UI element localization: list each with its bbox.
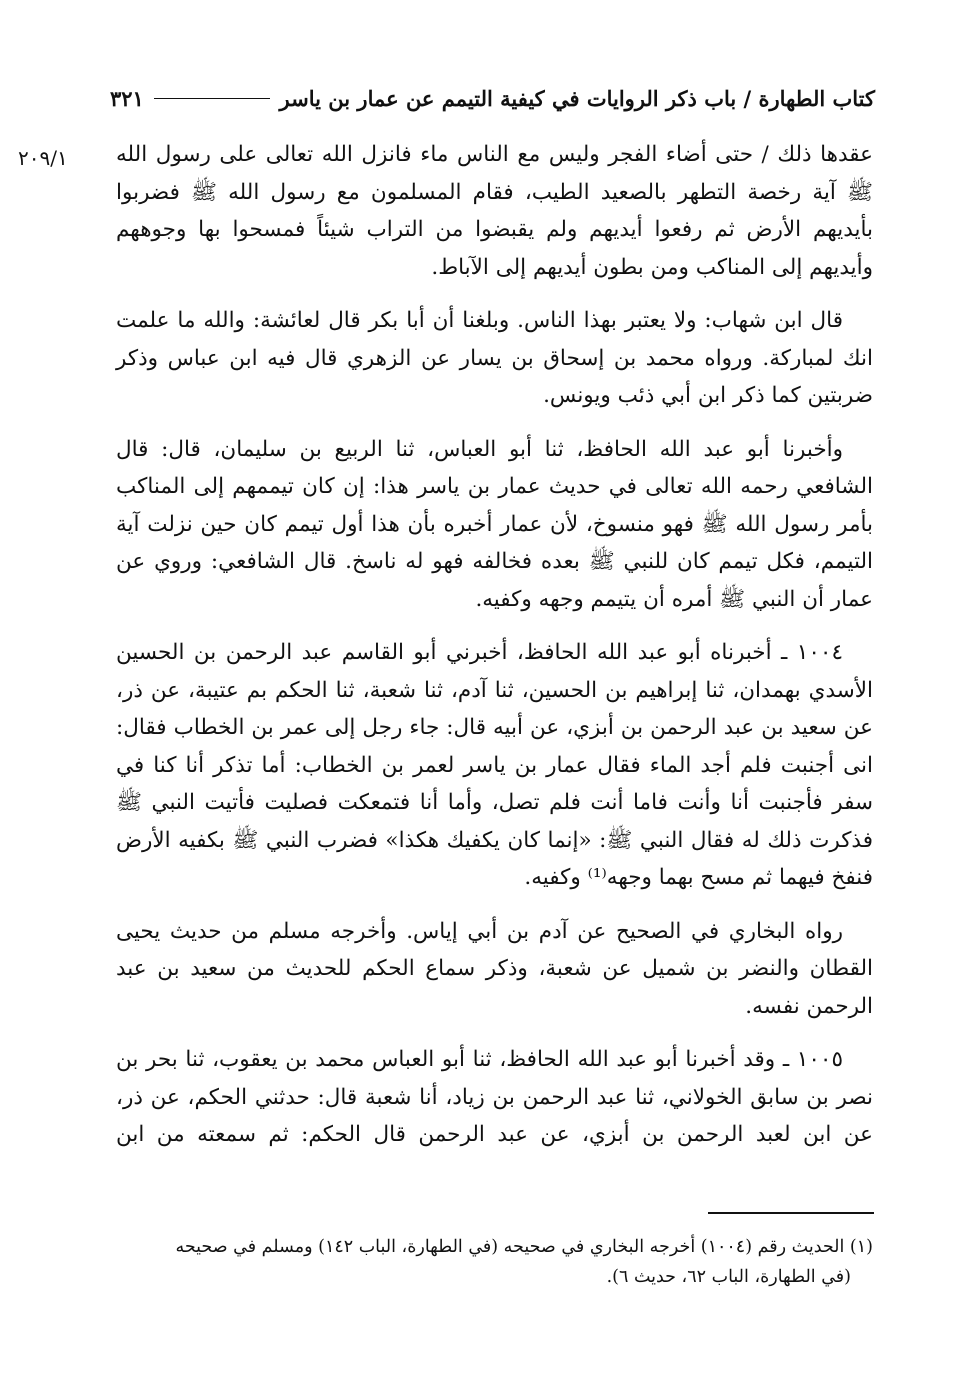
header-rule <box>154 98 270 99</box>
paragraph-2: قال ابن شهاب: ولا يعتبر بهذا الناس. وبلغنا أن أبا بكر قال لعائشة: والله ما علمت انك لمباركة. ورواه محمد بن إسحاق بن يسار عن الزهري قال فيه ابن عباس وذكر ضربتين كما ذكر ابن أبي ذئب ويونس. <box>116 308 873 408</box>
footnote-divider <box>708 1212 874 1214</box>
margin-reference: ٢٠٩/١ <box>18 146 68 170</box>
header-title: كتاب الطهارة / باب ذكر الروايات في كيفية التيمم عن عمار بن ياسر <box>279 85 875 111</box>
paragraph-5: رواه البخاري في الصحيح عن آدم بن أبي إياس. وأخرجه مسلم من حديث يحيى القطان والنضر بن شميل عن شعبة، وذكر سماع الحكم للحديث من سعيد بن عبد الرحمن نفسه. <box>116 918 873 1019</box>
main-text <box>116 136 873 1170</box>
paragraph-hadith-1005: ١٠٠٥ ـ وقد أخبرنا أبو عبد الله الحافظ، ثنا أبو العباس محمد بن يعقوب، ثنا بحر بن نصر بن سابق الخولاني، ثنا عبد الرحمن بن زياد، أنا شعبة قال: حدثني الحكم، عن ذر، عن ابن لعبد الرحمن بن أبزي، عن عبد الرحمن قال الحكم: ثم سمعته من ابن <box>116 1047 873 1147</box>
footnote-line-2: (في الطهارة، الباب ٦٢، حديث ٦). <box>606 1267 851 1287</box>
footnote-line-1: (١) الحديث رقم (١٠٠٤) أخرجه البخاري في صحيحه (في الطهارة، الباب ١٤٢) ومسلم في صحيحه <box>175 1237 873 1257</box>
paragraph-1: عقدها ذلك / حتى أضاء الفجر وليس مع الناس ماء فانزل الله تعالى على رسول الله ﷺ آية رخصة التطهر بالصعيد الطيب، فقام المسلمون مع رسول الله ﷺ فضربوا بأيديهم الأرض ثم رفعوا أيديهم ولم يقبضوا من التراب شيئاً فمسحوا بها وجوههم وأيديهم إلى المناكب ومن بطون أيديهم إلى الآباط. <box>116 142 873 280</box>
paragraph-hadith-1004: ١٠٠٤ ـ أخبرناه أبو عبد الله الحافظ، أخبرني أبو القاسم عبد الرحمن بن الحسين الأسدي بهمدان، ثنا إبراهيم بن الحسين، ثنا آدم، ثنا شعبة، ثنا الحكم بم عتيبة، عن ذر، عن سعيد بن عبد الرحمن بن أبزي، عن أبيه قال: جاء رجل إلى عمر بن الخطاب فقال: انى أجنبت فلم أجد الماء فقال عمار بن ياسر لعمر بن الخطاب: أما تذكر أنا كنا في سفر فأجنبت أنا وأنت فاما أنت فلم تصل، وأما أنا فتمعكت فصليت فأتيت النبي ﷺ فذكرت ذلك له فقال النبي ﷺ: «إنما كان يكفيك هكذا» فضرب النبي ﷺ بكفيه الأرض فنفخ فيهما ثم مسح بهما وجهه⁽¹⁾ وكفيه. <box>116 640 873 890</box>
paragraph-3: وأخبرنا أبو عبد الله الحافظ، ثنا أبو العباس، ثنا الربيع بن سليمان، قال: قال الشافعي رحمه الله تعالى في حديث عمار بن ياسر هذا: إن كان تيممهم إلى المناكب بأمر رسول الله ﷺ فهو منسوخ، لأن عمار أخبره بأن هذا أول تيمم كان حين نزلت آية التيمم، فكل تيمم كان للنبي ﷺ بعده فخالفه فهو له ناسخ. قال الشافعي: وروي عن عمار أن النبي ﷺ أمره أن يتيمم وجهه وكفيه. <box>116 436 873 612</box>
footnote <box>150 1232 873 1292</box>
page-number: ٣٢١ <box>110 85 144 111</box>
running-header <box>110 80 875 116</box>
